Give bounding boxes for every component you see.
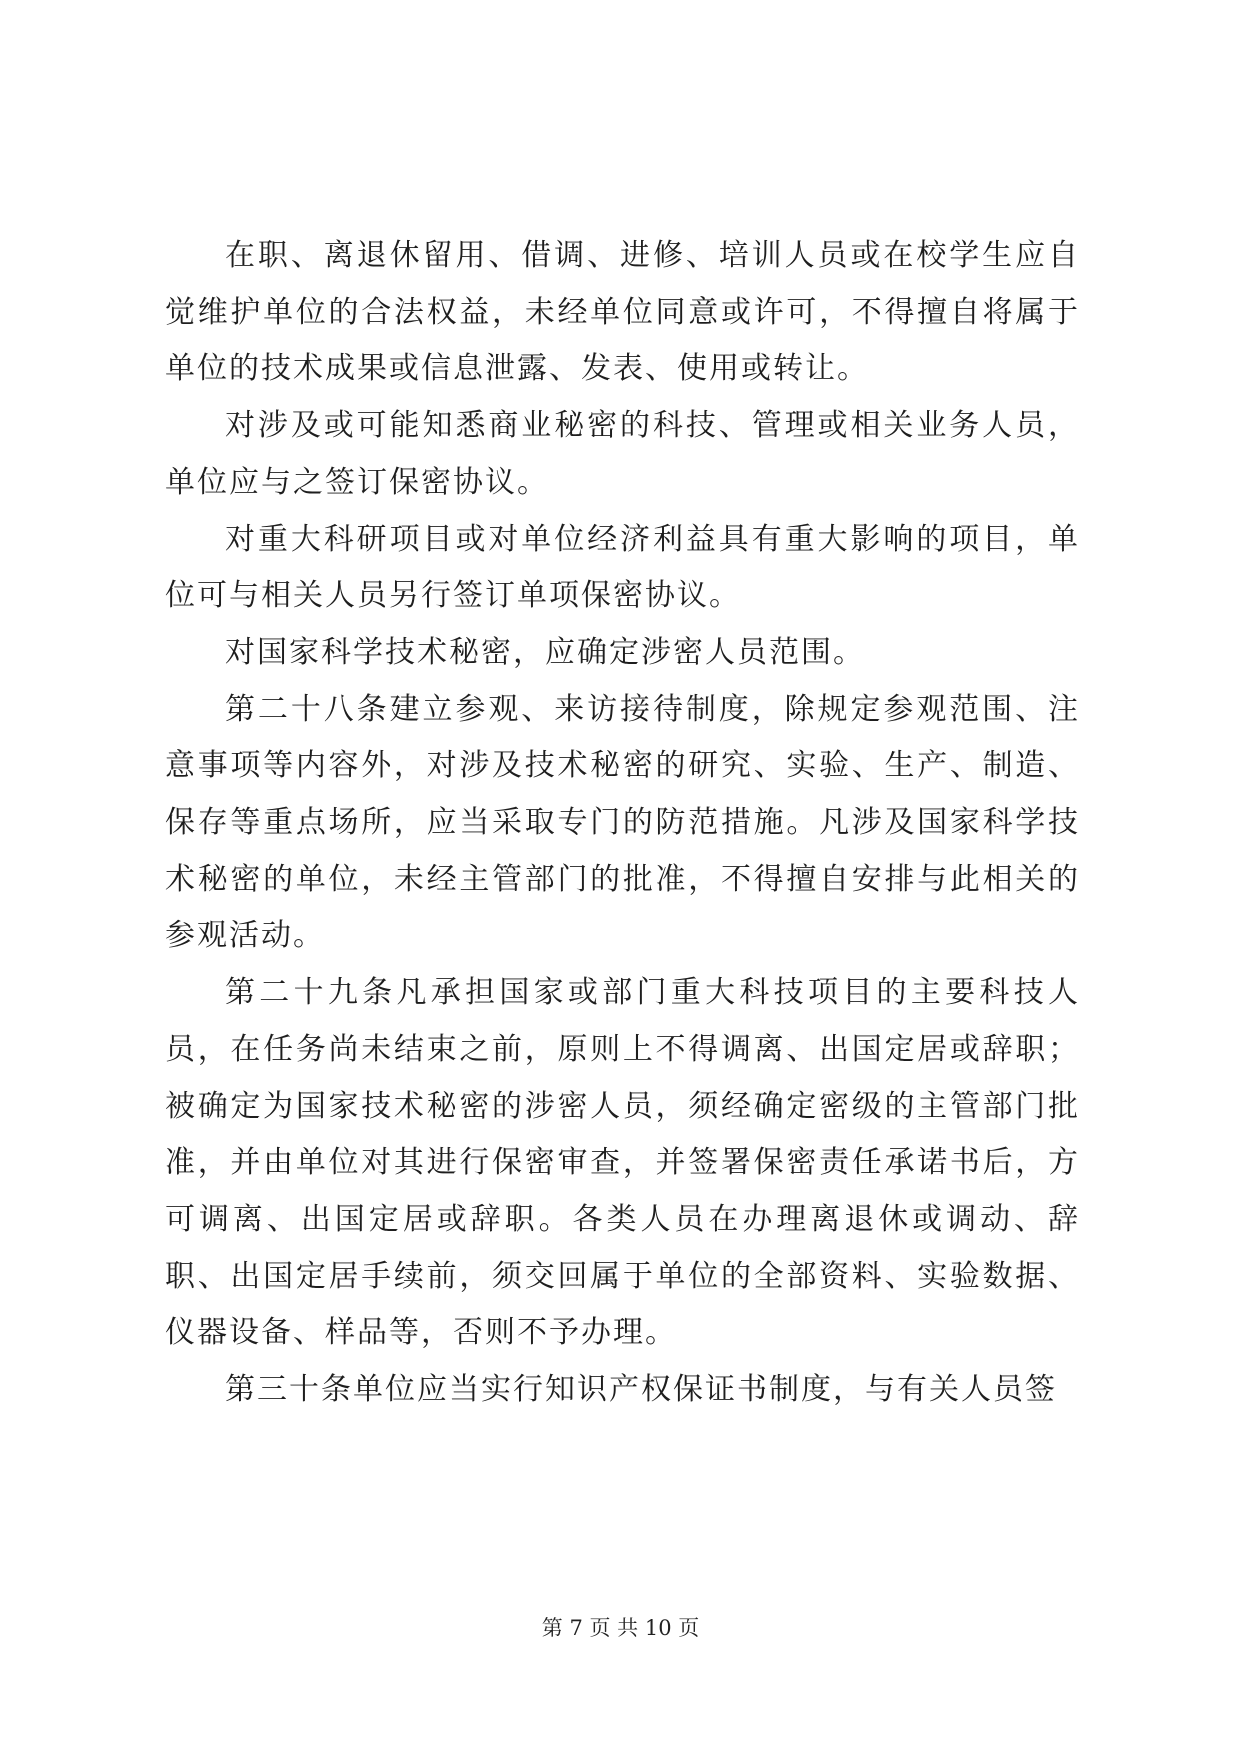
- paragraph: 第三十条单位应当实行知识产权保证书制度，与有关人员签: [225, 1372, 1057, 1408]
- paragraph: 第二十九条凡承担国家或部门重大科技项目的主要科技人员，在任务尚未结束之前，原则上不得调离、出国定居或辞职；被确定为国家技术秘密的涉密人员，须经确定密级的主管部门批准，并由单位对其进行保密审查，并签署保密责任承诺书后，方可调离、出国定居或辞职。各类人员在办理离退休或调动、辞职、出国定居手续前，须交回属于单位的全部资料、实验数据、仪器设备、样品等，否则不予办理。: [165, 975, 1080, 1351]
- paragraph: 对国家科学技术秘密，应确定涉密人员范围。: [225, 634, 865, 670]
- paragraph: 对涉及或可能知悉商业秘密的科技、管理或相关业务人员，单位应与之签订保密协议。: [165, 408, 1080, 500]
- document-body: [165, 228, 1080, 1419]
- paragraph: 在职、离退休留用、借调、进修、培训人员或在校学生应自觉维护单位的合法权益，未经单位同意或许可，不得擅自将属于单位的技术成果或信息泄露、发表、使用或转让。: [165, 238, 1080, 387]
- page-number-footer: 第 7 页 共 10 页: [541, 1616, 700, 1640]
- paragraph: 第二十八条建立参观、来访接待制度，除规定参观范围、注意事项等内容外，对涉及技术秘密的研究、实验、生产、制造、保存等重点场所，应当采取专门的防范措施。凡涉及国家科学技术秘密的单位，未经主管部门的批准，不得擅自安排与此相关的参观活动。: [165, 691, 1080, 954]
- paragraph: 对重大科研项目或对单位经济利益具有重大影响的项目，单位可与相关人员另行签订单项保密协议。: [165, 521, 1080, 614]
